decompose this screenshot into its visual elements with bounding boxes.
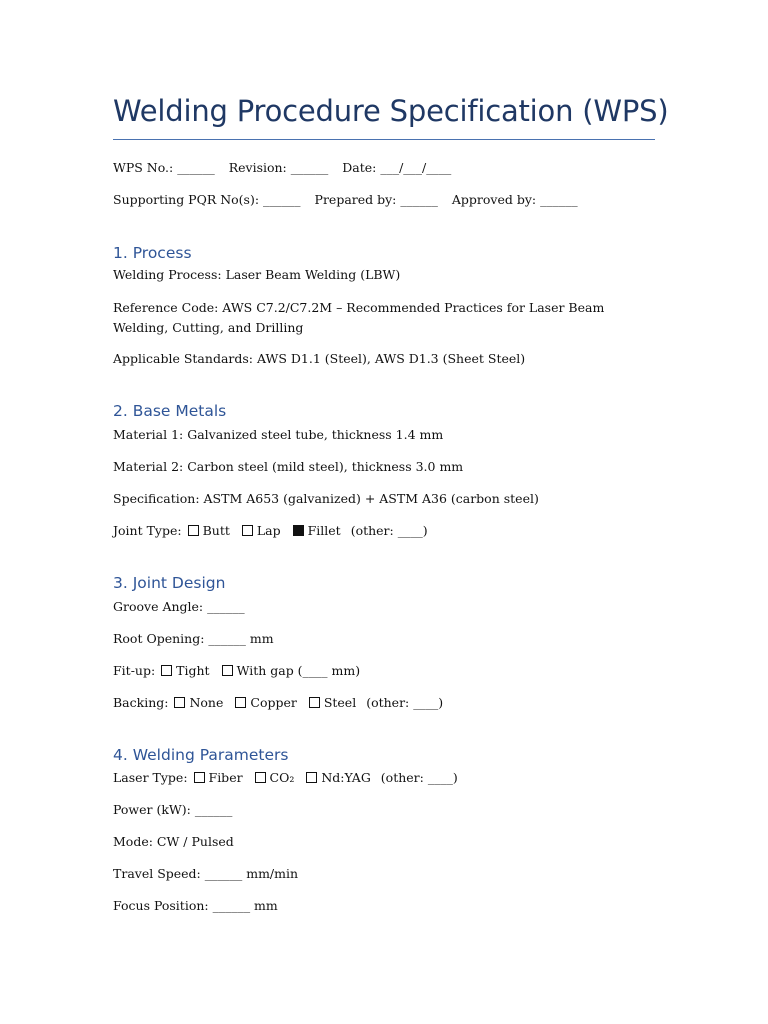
fit-up-row (113, 661, 360, 681)
mode-line: Mode: CW / Pulsed (113, 834, 234, 849)
groove-angle-field[interactable]: Groove Angle: ______ (113, 599, 245, 614)
material-1-line: Material 1: Galvanized steel tube, thickness 1.4 mm (113, 427, 444, 442)
reference-code-line: Reference Code: AWS C7.2/C7.2M – Recommended Practices for Laser Beam Welding, Cutting, and Drilling (113, 300, 605, 335)
approved-by-field[interactable]: Approved by: ______ (451, 192, 578, 207)
checkbox-steel[interactable] (309, 697, 320, 708)
focus-position-field[interactable]: Focus Position: ______ mm (113, 898, 278, 913)
welding-process-line: Welding Process: Laser Beam Welding (LBW) (113, 267, 401, 282)
checkbox-butt[interactable] (188, 525, 199, 536)
option-lap-label: Lap (256, 523, 281, 538)
laser-type-other[interactable]: (other: ____) (380, 770, 458, 785)
header-row-2 (113, 190, 578, 210)
laser-type-label: Laser Type: (113, 770, 188, 785)
joint-type-label: Joint Type: (113, 523, 182, 538)
checkbox-fillet-checked[interactable] (293, 525, 304, 536)
title-underline (113, 139, 655, 140)
option-butt-label: Butt (202, 523, 230, 538)
option-ndyag-label: Nd:YAG (321, 770, 371, 785)
specification-line: Specification: ASTM A653 (galvanized) + ASTM A36 (carbon steel) (113, 491, 539, 506)
joint-type-other[interactable]: (other: ____) (350, 523, 428, 538)
checkbox-tight[interactable] (161, 665, 172, 676)
pqr-field[interactable]: Supporting PQR No(s): ______ (113, 192, 301, 207)
checkbox-ndyag[interactable] (306, 772, 317, 783)
travel-speed-field[interactable]: Travel Speed: ______ mm/min (113, 866, 299, 881)
wps-no-field[interactable]: WPS No.: ______ (113, 160, 215, 175)
section-heading-base-metals: 2. Base Metals (113, 402, 227, 420)
power-field[interactable]: Power (kW): ______ (113, 802, 233, 817)
option-co2-label: CO₂ (269, 770, 295, 785)
backing-label: Backing: (113, 695, 169, 710)
root-opening-field[interactable]: Root Opening: ______ mm (113, 631, 274, 646)
backing-other[interactable]: (other: ____) (366, 695, 444, 710)
option-fillet-label: Fillet (307, 523, 341, 538)
checkbox-co2[interactable] (255, 772, 266, 783)
option-fiber-label: Fiber (208, 770, 243, 785)
option-tight-label: Tight (176, 663, 210, 678)
document-title: Welding Procedure Specification (WPS) (113, 94, 669, 128)
checkbox-copper[interactable] (235, 697, 246, 708)
fit-up-label: Fit-up: (113, 663, 156, 678)
section-heading-joint-design: 3. Joint Design (113, 574, 226, 592)
revision-field[interactable]: Revision: ______ (228, 160, 329, 175)
laser-type-row (113, 768, 458, 788)
checkbox-with-gap[interactable] (222, 665, 233, 676)
header-row-1 (113, 158, 451, 178)
checkbox-fiber[interactable] (194, 772, 205, 783)
option-with-gap-label: With gap (____ mm) (236, 663, 361, 678)
option-steel-label: Steel (323, 695, 357, 710)
section-heading-process: 1. Process (113, 244, 192, 262)
backing-row (113, 693, 443, 713)
checkbox-none[interactable] (174, 697, 185, 708)
option-copper-label: Copper (250, 695, 297, 710)
section-heading-welding-parameters: 4. Welding Parameters (113, 746, 289, 764)
material-2-line: Material 2: Carbon steel (mild steel), thickness 3.0 mm (113, 459, 464, 474)
joint-type-row (113, 521, 428, 541)
applicable-standards-line: Applicable Standards: AWS D1.1 (Steel), AWS D1.3 (Sheet Steel) (113, 351, 526, 366)
date-field[interactable]: Date: ___/___/____ (342, 160, 452, 175)
prepared-by-field[interactable]: Prepared by: ______ (314, 192, 438, 207)
option-none-label: None (189, 695, 224, 710)
checkbox-lap[interactable] (242, 525, 253, 536)
